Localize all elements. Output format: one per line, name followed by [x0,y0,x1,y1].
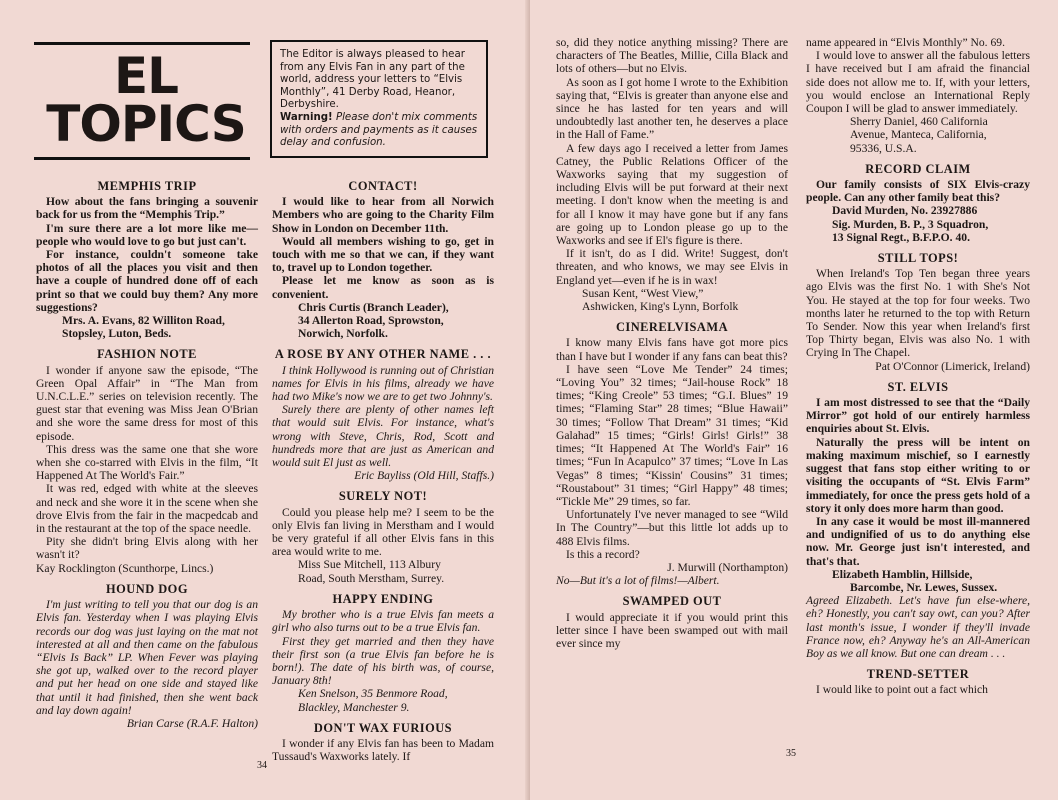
right-page-column-1 [556,36,788,650]
signature: Brian Carse (R.A.F. Halton) [126,716,258,730]
paragraph: Is this a record? [566,547,640,561]
heading-a-rose: A ROSE BY ANY OTHER NAME . . . [274,347,492,362]
heading-memphis-trip: MEMPHIS TRIP [97,179,197,193]
letter-hound-dog [36,583,258,730]
letter-dont-wax-furious [272,722,494,764]
editor-reply: No—But it's a lot of films!—Albert. [556,574,720,588]
paragraph: It was red, edged with white at the sleeves and neck and she wore it in the scene when she drove Elvis from the fair in the macpedcab and in the restaurant at the top of the space needle. [36,482,258,536]
paragraph: Please let me know as soon as is convenient. [272,274,494,301]
letter-wax-continued [556,36,788,313]
letter-swamped-continued [806,36,1030,155]
editor-reply: Agreed Elizabeth. Let's have fun else-where, eh? Honestly, you can't say owt, can you? After last month's issue, I wonder if they'll invade France now, eh? Anyway he's an All-American Boy as we all know. But one can dream . . . [806,594,1030,660]
signature: Susan Kent, “West View,” [582,286,704,300]
signature: Miss Sue Mitchell, 113 Albury [298,558,441,572]
editor-notice-box [270,40,488,158]
heading-happy-ending: HAPPY ENDING [332,591,434,606]
signature: Mrs. A. Evans, 82 Williton Road, [62,314,225,328]
letter-contact [272,180,494,340]
warning-label: Warning! [280,111,333,123]
paragraph: Could you please help me? I seem to be the only Elvis fan living in Merstham and I would be very grateful if all other Elvis fans in this area would write to me. [272,505,494,559]
letter-record-claim [806,163,1030,244]
paragraph: This dress was the same one that she wore when she co-starred with Elvis in the film, “It Happened At The World's Fair.” [36,442,258,483]
heading-record-claim: RECORD CLAIM [865,161,971,176]
logo-top-rule [34,42,250,45]
signature: Sherry Daniel, 460 California [850,115,988,129]
heading-swamped-out: SWAMPED OUT [622,594,722,609]
heading-cinerelvisama: CINERELVISAMA [615,320,729,335]
heading-st-elvis: ST. ELVIS [887,379,949,394]
letter-swamped-out [556,595,788,650]
paragraph: so, did they notice anything missing? There are characters of The Beatles, Millie, Cilla Black and lots of others—but no Elvis. [556,36,788,76]
logo-line-2: TOPICS [46,95,246,153]
paragraph: As soon as I got home I wrote to the Exhibition saying that, “Elvis is greater than anyone else and since he has lasted for ten years and will undoubtedly last another ten, he deserves a place in the Hall of Fame.” [556,75,788,142]
paragraph: I wonder if anyone saw the episode, “The Green Opal Affair” in “The Man from U.N.C.L.E.” series on television recently. The guest star that evening was Miss Jean O'Brian and she wore the same dress for most of this episode. [36,363,258,443]
el-topics-logo [36,47,256,153]
letter-memphis-trip [36,180,258,340]
signature: Ken Snelson, 35 Benmore Road, [298,687,448,701]
signature: J. Murwill (Northampton) [667,560,788,574]
paragraph: name appeared in “Elvis Monthly” No. 69. [806,36,1005,49]
left-page-column-1 [36,172,258,730]
paragraph: Would all members wishing to go, get in touch with me so that we can, if they want to, travel up to London together. [272,234,494,275]
paragraph: Unfortunately I've never managed to see “Wild In The Country”—but this little lot adds up to 488 Elvis films. [556,508,788,548]
paragraph: My brother who is a true Elvis fan meets a girl who also turns out to be a true Elvis fan. [272,608,494,635]
signature: Stopsley, Luton, Beds. [62,327,172,341]
logo-bottom-rule [34,157,250,160]
signature: Ashwicken, King's Lynn, Borfolk [582,300,739,314]
signature: Chris Curtis (Branch Leader), [298,300,449,314]
page-number: 35 [786,748,796,759]
heading-trend-setter: TREND-SETTER [866,667,970,682]
paragraph: Our family consists of SIX Elvis-crazy people. Can any other family beat this? [806,178,1030,205]
paragraph: For instance, couldn't someone take photos of all the places you visit and then have a couple of hundred done off of each print so that we could buy them? Any more suggestions? [36,248,258,314]
paragraph: In any case it would be most ill-mannered and undignified of us to do anything else now. Mr. George just isn't interested, and that's that. [806,514,1030,568]
paragraph: A few days ago I received a letter from James Catney, the Public Relations Officer of the Waxworks saying that my suggestion of including Elvis will be put forward at their next meeting. I don't know when the meeting is and for all I know it may have gone but if any fans are going up to London please go up to the Waxworks and see if El's figure is there. [556,141,788,248]
page-number: 34 [257,760,267,771]
heading-dont-wax-furious: DON'T WAX FURIOUS [313,720,453,735]
logo-line-1: EL [113,47,178,105]
heading-fashion-note: FASHION NOTE [97,347,197,362]
paragraph: I think Hollywood is running out of Christian names for Elvis in his films, already we have had two Mike's now we are to get two Johnny's. [272,363,494,404]
signature: 13 Signal Regt., B.F.P.O. 40. [832,230,970,244]
paragraph: If it isn't, do as I did. Write! Suggest, don't threaten, and who knows, we may see Elvis in England yet—even if he is in wax! [556,247,788,287]
signature: Sig. Murden, B. P., 3 Squadron, [832,217,989,231]
signature: Elizabeth Hamblin, Hillside, [832,567,973,581]
paragraph: How about the fans bringing a souvenir back for us from the “Memphis Trip.” [36,195,258,222]
paragraph: I am most distressed to see that the “Daily Mirror” got hold of our entirely harmless enquiries about St. Elvis. [806,396,1030,436]
signature: Blackley, Manchester 9. [298,700,410,714]
paragraph: I have seen “Love Me Tender” 24 times; “Loving You” 32 times; “Jail-house Rock” 18 times; “King Creole” 53 times; “G.I. Blues” 19 times; “Flaming Star” 28 times; “Blue Hawaii” 30 times; “Follow That Dream” 31 times; “Kid Galahad” 15 times; “Girls! Girls! Girls!” 38 times; “It Happened At The World's Fair” 16 times; “Fun In Acapulco” 37 times; “Love In Las Vegas” 8 times; “Kissin' Cousins” 31 times; “Roustabout” 31 times; “Girl Happy” 48 times; “Tickle Me” 29 times, so far. [556,362,788,508]
heading-contact: CONTACT! [348,179,418,193]
paragraph: Surely there are plenty of other names left that would suit Elvis. For instance, what's wrong with Steve, Chris, Rod, Scott and hundreds more that are just as American and would suit El just as well. [272,403,494,470]
paragraph: I would like to hear from all Norwich Members who are going to the Charity Film Show in London on December 11th. [272,195,494,235]
left-page-column-2 [272,172,494,763]
signature: Norwich, Norfolk. [298,327,388,341]
letter-a-rose [272,348,494,482]
signature: Road, South Merstham, Surrey. [298,571,445,585]
right-page-column-2 [806,36,1030,697]
paragraph: Naturally the press will be intent on making maximum mischief, so I earnestly suggest that fans stop either writing to or visiting the occupants of “St. Elvis Farm” immediately, for once the press gets hold of a story it only does more harm than good. [806,435,1030,515]
right-page [530,0,1058,800]
heading-still-tops: STILL TOPS! [877,251,959,266]
signature: 95336, U.S.A. [850,141,917,155]
signature: David Murden, No. 23927886 [832,204,978,218]
letter-fashion-note [36,348,258,574]
heading-hound-dog: HOUND DOG [106,581,188,596]
signature: Avenue, Manteca, California, [850,128,987,142]
paragraph: I would love to answer all the fabulous letters I have received but I am afraid the financial side does not allow me to. If, with your letters, you would enclose an International Reply Coupon I will be glad to answer immediately. [806,49,1030,116]
paragraph: I wonder if any Elvis fan has been to Madam Tussaud's Waxworks lately. If [272,736,494,764]
paragraph: I'm just writing to tell you that our dog is an Elvis fan. Yesterday when I was playing Elvis records our dog was just laying on the mat not interested at all and then came on the fabulous “Elvis Is Back” LP. When Fever was playing she got up, walked over to the record player and put her head on one side and stayed like that until it had finished, then she went back and lay down again! [36,598,258,717]
signature: Eric Bayliss (Old Hill, Staffs.) [354,469,494,483]
signature: Pat O'Connor (Limerick, Ireland) [875,359,1030,373]
paragraph: I would appreciate it if you would print this letter since I have been swamped out with mail ever since my [556,610,788,650]
paragraph: First they get married and then they have their first son (a true Elvis fan before he is born!). The date of his birth was, of course, January 8th! [272,634,494,688]
paragraph: I'm sure there are a lot more like me—people who would love to go but just can't. [36,221,258,248]
editor-notice-text: The Editor is always pleased to hear from any Elvis Fan in any part of the world, address your letters to “Elvis Monthly”, 41 Derby Road, Heanor, Derbyshire. [280,49,465,111]
signature: Kay Rocklington (Scunthorpe, Lincs.) [36,561,214,575]
letter-still-tops [806,252,1030,373]
paragraph: When Ireland's Top Ten began three years ago Elvis was the first No. 1 with She's Not You. He stayed at the top for four weeks. Two months later he returned to the top with Return To Sender. Now this year when Ireland's first Top Thirty began, Elvis was also No. 1 with Crying In The Chapel. [806,267,1030,360]
paragraph: I would like to point out a fact which [816,683,988,697]
signature: 34 Allerton Road, Sprowston, [298,314,444,328]
letter-cinerelvisama [556,321,788,587]
paragraph: I know many Elvis fans have got more pics than I have but I wonder if any fans can beat this? [556,336,788,363]
letter-happy-ending [272,593,494,714]
paragraph: Pity she didn't bring Elvis along with her wasn't it? [36,535,258,562]
signature: Barcombe, Nr. Lewes, Sussex. [850,580,998,594]
heading-surely-not: SURELY NOT! [338,489,428,504]
letter-trend-setter [806,668,1030,696]
letter-surely-not [272,490,494,584]
letter-st-elvis [806,381,1030,660]
warning-text: Please don't mix comments with orders and payments as it causes delay and confusion. [280,111,478,149]
